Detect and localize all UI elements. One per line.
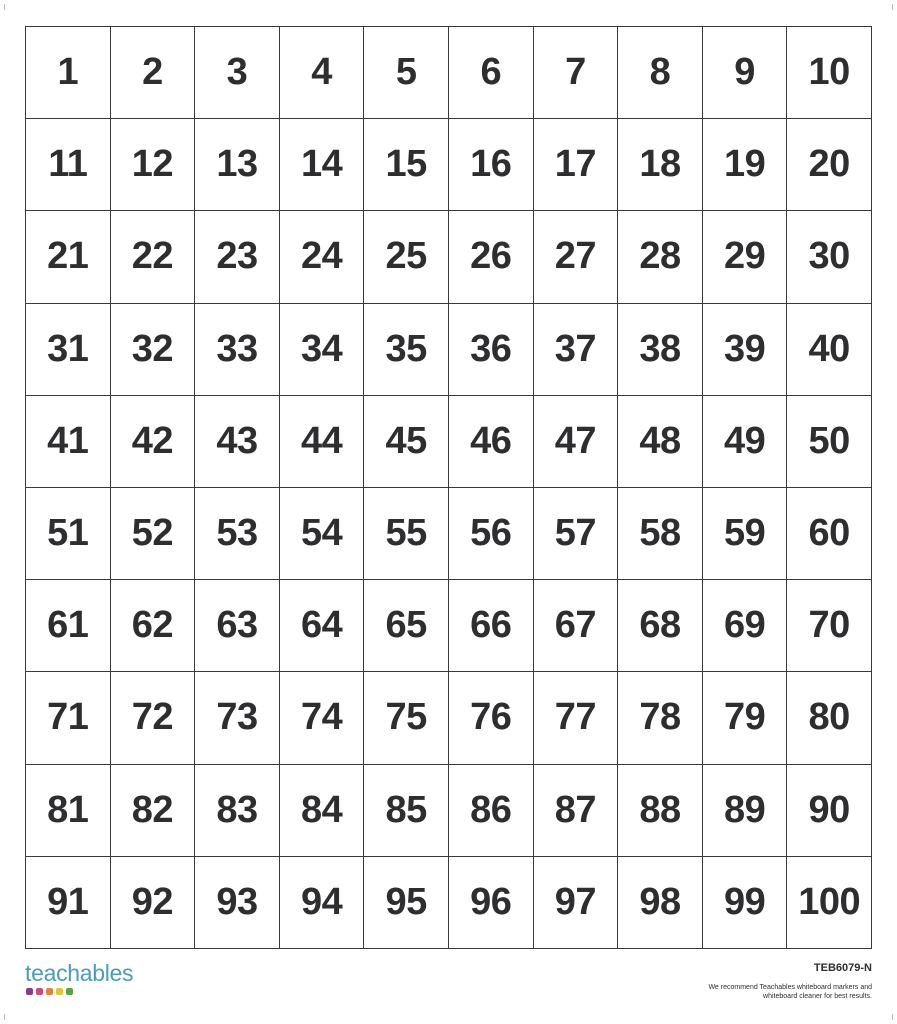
grid-cell: 62 [111, 580, 196, 672]
grid-cell: 20 [787, 119, 872, 211]
teachables-logo [25, 960, 133, 995]
grid-cell: 12 [111, 119, 196, 211]
crop-mark-bottom-left [4, 1014, 11, 1020]
logo-wordmark: teachables [25, 960, 134, 986]
grid-cell: 59 [703, 488, 788, 580]
grid-cell: 30 [787, 211, 872, 303]
grid-cell: 16 [449, 119, 534, 211]
grid-cell: 83 [195, 765, 280, 857]
grid-cell: 33 [195, 304, 280, 396]
crop-mark-bottom-right [886, 1014, 893, 1020]
grid-cell: 36 [449, 304, 534, 396]
grid-cell: 23 [195, 211, 280, 303]
grid-cell: 24 [280, 211, 365, 303]
grid-cell: 39 [703, 304, 788, 396]
grid-cell: 6 [449, 27, 534, 119]
grid-cell: 63 [195, 580, 280, 672]
grid-cell: 41 [26, 396, 111, 488]
grid-cell: 43 [195, 396, 280, 488]
grid-cell: 55 [364, 488, 449, 580]
grid-cell: 38 [618, 304, 703, 396]
grid-cell: 70 [787, 580, 872, 672]
grid-cell: 81 [26, 765, 111, 857]
grid-cell: 46 [449, 396, 534, 488]
usage-note: We recommend Teachables whiteboard markers and whiteboard cleaner for best results. [708, 984, 872, 1000]
grid-cell: 31 [26, 304, 111, 396]
logo-dot [46, 988, 53, 995]
grid-cell: 84 [280, 765, 365, 857]
grid-cell: 86 [449, 765, 534, 857]
grid-cell: 75 [364, 672, 449, 764]
grid-cell: 95 [364, 857, 449, 949]
grid-cell: 58 [618, 488, 703, 580]
grid-cell: 22 [111, 211, 196, 303]
grid-cell: 67 [534, 580, 619, 672]
grid-cell: 21 [26, 211, 111, 303]
grid-cell: 87 [534, 765, 619, 857]
grid-cell: 37 [534, 304, 619, 396]
grid-cell: 13 [195, 119, 280, 211]
grid-cell: 32 [111, 304, 196, 396]
grid-cell: 66 [449, 580, 534, 672]
grid-cell: 77 [534, 672, 619, 764]
grid-cell: 3 [195, 27, 280, 119]
grid-cell: 14 [280, 119, 365, 211]
grid-cell: 47 [534, 396, 619, 488]
grid-cell: 71 [26, 672, 111, 764]
grid-cell: 60 [787, 488, 872, 580]
grid-cell: 19 [703, 119, 788, 211]
grid-cell: 97 [534, 857, 619, 949]
logo-dot [66, 988, 73, 995]
grid-cell: 98 [618, 857, 703, 949]
grid-cell: 68 [618, 580, 703, 672]
hundred-chart-grid [25, 26, 872, 949]
grid-cell: 94 [280, 857, 365, 949]
grid-cell: 8 [618, 27, 703, 119]
grid-cell: 54 [280, 488, 365, 580]
grid-cell: 65 [364, 580, 449, 672]
grid-cell: 89 [703, 765, 788, 857]
crop-mark-top-right [886, 4, 893, 10]
grid-cell: 79 [703, 672, 788, 764]
grid-cell: 52 [111, 488, 196, 580]
grid-cell: 18 [618, 119, 703, 211]
grid-cell: 1 [26, 27, 111, 119]
grid-cell: 96 [449, 857, 534, 949]
grid-cell: 82 [111, 765, 196, 857]
grid-cell: 76 [449, 672, 534, 764]
grid-cell: 40 [787, 304, 872, 396]
grid-cell: 90 [787, 765, 872, 857]
grid-cell: 42 [111, 396, 196, 488]
grid-cell: 85 [364, 765, 449, 857]
grid-cell: 91 [26, 857, 111, 949]
logo-color-dots [26, 988, 133, 995]
grid-cell: 29 [703, 211, 788, 303]
grid-cell: 93 [195, 857, 280, 949]
grid-cell: 26 [449, 211, 534, 303]
grid-cell: 69 [703, 580, 788, 672]
grid-cell: 51 [26, 488, 111, 580]
grid-cell: 56 [449, 488, 534, 580]
grid-cell: 53 [195, 488, 280, 580]
logo-dot [26, 988, 33, 995]
grid-cell: 61 [26, 580, 111, 672]
grid-cell: 88 [618, 765, 703, 857]
grid-cell: 64 [280, 580, 365, 672]
grid-cell: 10 [787, 27, 872, 119]
grid-cell: 35 [364, 304, 449, 396]
grid-cell: 72 [111, 672, 196, 764]
grid-cell: 4 [280, 27, 365, 119]
grid-cell: 7 [534, 27, 619, 119]
logo-dot [56, 988, 63, 995]
grid-cell: 99 [703, 857, 788, 949]
grid-cell: 11 [26, 119, 111, 211]
grid-cell: 48 [618, 396, 703, 488]
grid-cell: 57 [534, 488, 619, 580]
grid-cell: 34 [280, 304, 365, 396]
grid-cell: 25 [364, 211, 449, 303]
grid-cell: 45 [364, 396, 449, 488]
grid-cell: 80 [787, 672, 872, 764]
grid-cell: 17 [534, 119, 619, 211]
grid-cell: 27 [534, 211, 619, 303]
grid-cell: 73 [195, 672, 280, 764]
grid-cell: 49 [703, 396, 788, 488]
grid-cell: 5 [364, 27, 449, 119]
grid-cell: 15 [364, 119, 449, 211]
grid-cell: 2 [111, 27, 196, 119]
grid-cell: 74 [280, 672, 365, 764]
crop-mark-top-left [4, 4, 11, 10]
grid-cell: 50 [787, 396, 872, 488]
grid-cell: 78 [618, 672, 703, 764]
product-code: TEB6079-N [813, 962, 872, 974]
grid-cell: 100 [787, 857, 872, 949]
grid-cell: 9 [703, 27, 788, 119]
logo-dot [36, 988, 43, 995]
grid-cell: 28 [618, 211, 703, 303]
grid-cell: 44 [280, 396, 365, 488]
grid-cell: 92 [111, 857, 196, 949]
